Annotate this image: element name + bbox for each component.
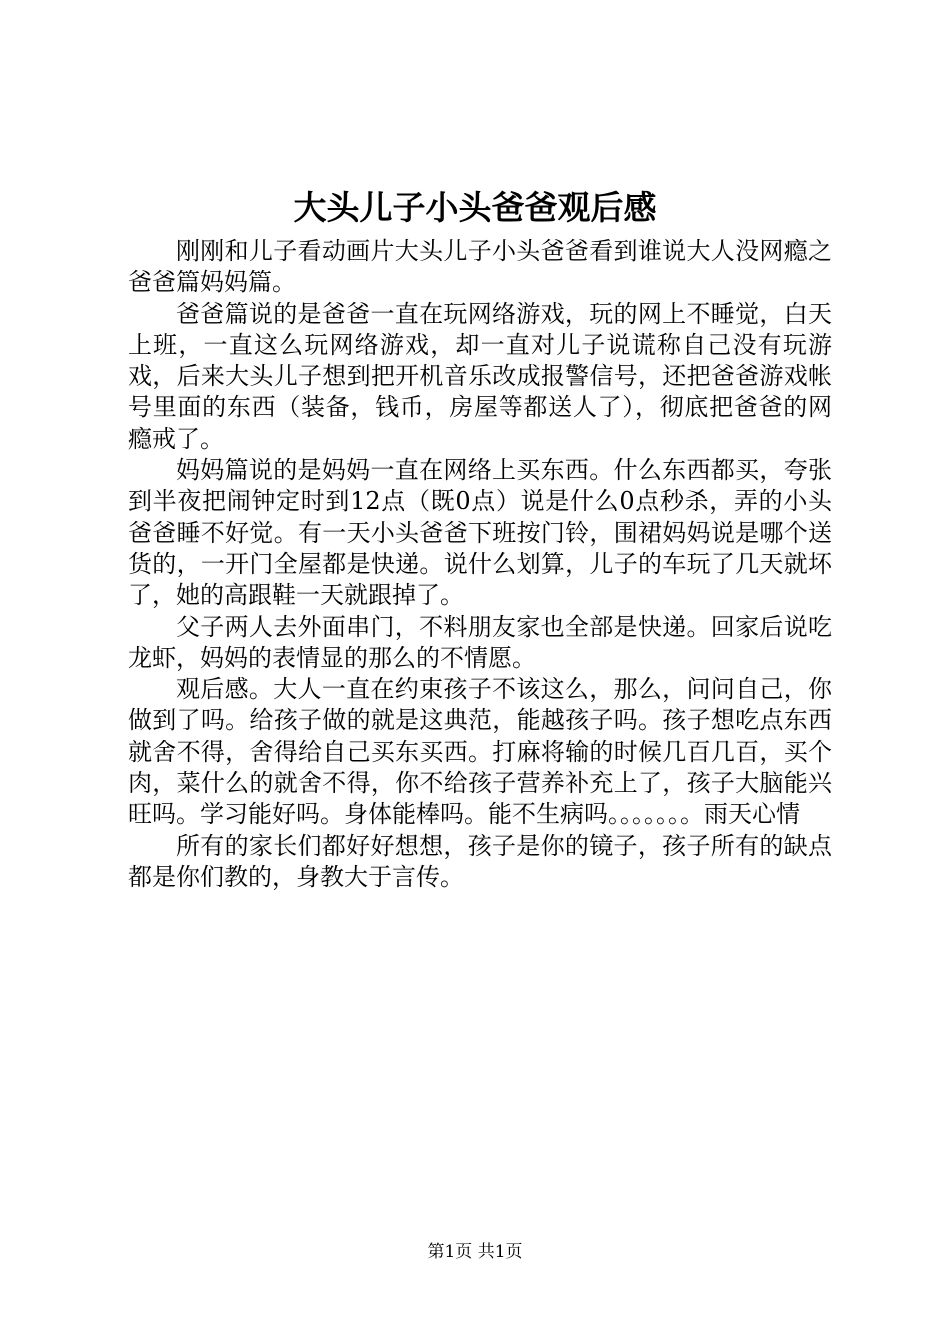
page-number-footer: 第1页 共1页 <box>427 1242 523 1262</box>
paragraph-2: 爸爸篇说的是爸爸一直在玩网络游戏，玩的网上不睡觉，白天上班，一直这么玩网络游戏，却一直对儿子说谎称自己没有玩游戏，后来大头儿子想到把开机音乐改成报警信号，还把爸爸游戏帐号里面的东西（装备，钱币，房屋等都送人了），彻底把爸爸的网瘾戒了。 <box>128 299 832 453</box>
paragraph-5: 观后感。大人一直在约束孩子不该这么，那么，问问自己，你做到了吗。给孩子做的就是这典范，能越孩子吗。孩子想吃点东西就舍不得，舍得给自己买东买西。打麻将输的时候几百几百，买个肉，菜什么的就舍不得，你不给孩子营养补充上了，孩子大脑能兴旺吗。学习能好吗。身体能棒吗。能不生病吗。。。。。。。雨天心情 <box>128 675 832 829</box>
document-body <box>128 236 832 893</box>
document-title: 大头儿子小头爸爸观后感 <box>293 188 657 227</box>
paragraph-1: 刚刚和儿子看动画片大头儿子小头爸爸看到谁说大人没网瘾之爸爸篇妈妈篇。 <box>128 237 832 297</box>
paragraph-3: 妈妈篇说的是妈妈一直在网络上买东西。什么东西都买，夸张到半夜把闹钟定时到12点（既0点）说是什么0点秒杀，弄的小头爸爸睡不好觉。有一天小头爸爸下班按门铃，围裙妈妈说是哪个送货的，一开门全屋都是快递。说什么划算，儿子的车玩了几天就坏了，她的高跟鞋一天就跟掉了。 <box>128 456 832 610</box>
paragraph-4: 父子两人去外面串门，不料朋友家也全部是快递。回家后说吃龙虾，妈妈的表情显的那么的不情愿。 <box>128 612 832 672</box>
paragraph-6: 所有的家长们都好好想想，孩子是你的镜子，孩子所有的缺点都是你们教的，身教大于言传。 <box>128 831 832 891</box>
